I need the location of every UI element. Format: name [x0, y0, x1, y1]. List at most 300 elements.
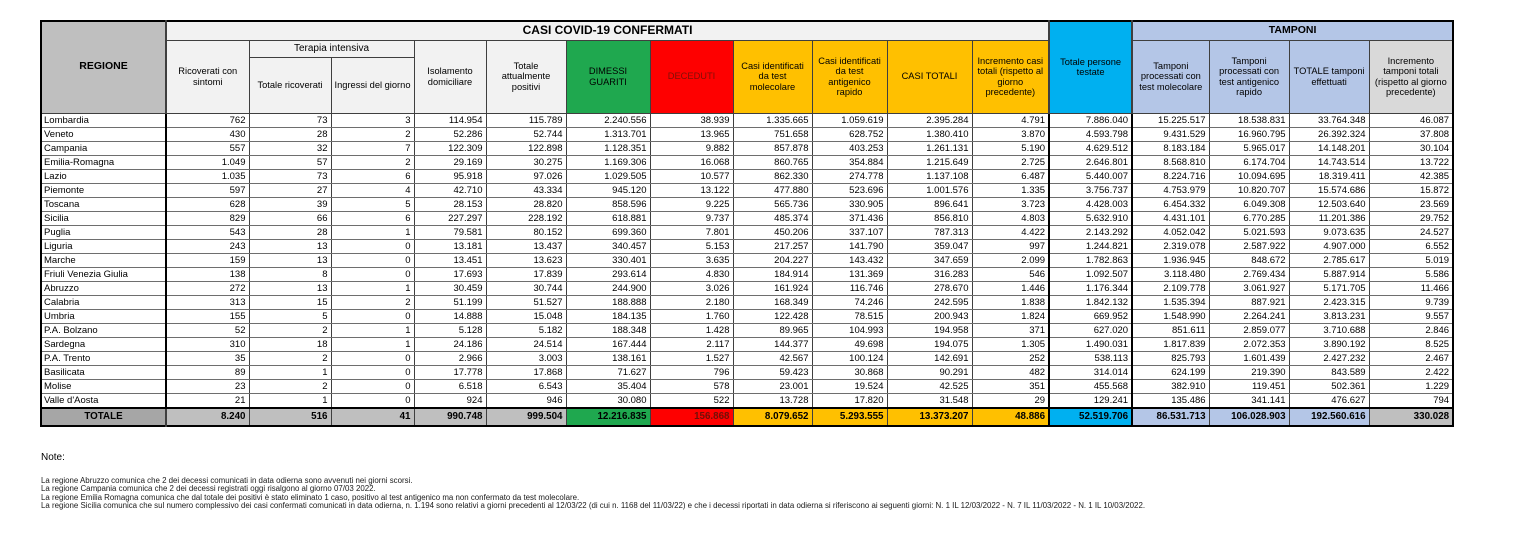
- totals-value: 516: [249, 408, 331, 426]
- value-cell: 337.107: [812, 225, 887, 239]
- value-cell: 243: [166, 239, 249, 253]
- table-row: [41, 197, 1453, 211]
- totals-value: 8.079.652: [733, 408, 812, 426]
- value-cell: 359.047: [887, 239, 972, 253]
- table-row: [41, 295, 1453, 309]
- region-cell: Emilia-Romagna: [41, 155, 166, 169]
- region-cell: Piemonte: [41, 183, 166, 197]
- value-cell: 522: [650, 393, 733, 408]
- value-cell: 242.595: [887, 295, 972, 309]
- header-terapia-intensiva: Terapia intensiva: [249, 40, 414, 57]
- value-cell: 73: [249, 113, 331, 127]
- value-cell: 3.061.927: [1209, 281, 1289, 295]
- value-cell: 14.148.201: [1289, 141, 1369, 155]
- totals-value: 12.216.835: [566, 408, 650, 426]
- value-cell: 2.109.778: [1132, 281, 1209, 295]
- totals-value: 86.531.713: [1132, 408, 1209, 426]
- value-cell: 4.907.000: [1289, 239, 1369, 253]
- value-cell: 26.392.324: [1289, 127, 1369, 141]
- value-cell: 155: [166, 309, 249, 323]
- value-cell: 2.966: [414, 351, 486, 365]
- value-cell: 23: [166, 379, 249, 393]
- value-cell: 538.113: [1049, 351, 1132, 365]
- value-cell: 9.225: [650, 197, 733, 211]
- value-cell: 924: [414, 393, 486, 408]
- value-cell: 16.960.795: [1209, 127, 1289, 141]
- table-row: [41, 253, 1453, 267]
- value-cell: 1: [331, 225, 414, 239]
- value-cell: 274.778: [812, 169, 887, 183]
- value-cell: 860.765: [733, 155, 812, 169]
- value-cell: 2.427.232: [1289, 351, 1369, 365]
- value-cell: 30.868: [812, 365, 887, 379]
- value-cell: 1.049: [166, 155, 249, 169]
- region-cell: Sicilia: [41, 211, 166, 225]
- value-cell: 14.888: [414, 309, 486, 323]
- value-cell: 18.538.831: [1209, 113, 1289, 127]
- value-cell: 3.710.688: [1289, 323, 1369, 337]
- value-cell: 0: [331, 393, 414, 408]
- value-cell: 29.169: [414, 155, 486, 169]
- region-cell: Sardegna: [41, 337, 166, 351]
- table-row: [41, 141, 1453, 155]
- value-cell: 39: [249, 197, 331, 211]
- value-cell: 97.026: [486, 169, 566, 183]
- value-cell: 8.568.810: [1132, 155, 1209, 169]
- value-cell: 2.422: [1369, 365, 1453, 379]
- value-cell: 997: [972, 239, 1049, 253]
- value-cell: 161.924: [733, 281, 812, 295]
- value-cell: 2.099: [972, 253, 1049, 267]
- value-cell: 6.454.332: [1132, 197, 1209, 211]
- value-cell: 9.431.529: [1132, 127, 1209, 141]
- totals-value: 8.240: [166, 408, 249, 426]
- value-cell: 5.190: [972, 141, 1049, 155]
- value-cell: 30.744: [486, 281, 566, 295]
- totals-value: 13.373.207: [887, 408, 972, 426]
- value-cell: 1: [331, 337, 414, 351]
- value-cell: 5.128: [414, 323, 486, 337]
- value-cell: 5.182: [486, 323, 566, 337]
- totals-value: 330.028: [1369, 408, 1453, 426]
- value-cell: 100.124: [812, 351, 887, 365]
- value-cell: 9.739: [1369, 295, 1453, 309]
- value-cell: 15.225.517: [1132, 113, 1209, 127]
- value-cell: 43.334: [486, 183, 566, 197]
- value-cell: 32: [249, 141, 331, 155]
- value-cell: 13: [249, 239, 331, 253]
- value-cell: 3.118.480: [1132, 267, 1209, 281]
- value-cell: 37.808: [1369, 127, 1453, 141]
- value-cell: 23.001: [733, 379, 812, 393]
- value-cell: 351: [972, 379, 1049, 393]
- value-cell: 30.275: [486, 155, 566, 169]
- value-cell: 52.744: [486, 127, 566, 141]
- value-cell: 1.760: [650, 309, 733, 323]
- value-cell: 2: [249, 379, 331, 393]
- value-cell: 73: [249, 169, 331, 183]
- value-cell: 2.467: [1369, 351, 1453, 365]
- header-casi-antigenico: Casi identificati da test antigenico rapido: [812, 40, 887, 113]
- value-cell: 1.548.990: [1132, 309, 1209, 323]
- value-cell: 143.432: [812, 253, 887, 267]
- value-cell: 19.524: [812, 379, 887, 393]
- value-cell: 293.614: [566, 267, 650, 281]
- value-cell: 13.623: [486, 253, 566, 267]
- table-row: [41, 225, 1453, 239]
- table-row: [41, 281, 1453, 295]
- region-cell: Abruzzo: [41, 281, 166, 295]
- value-cell: 787.313: [887, 225, 972, 239]
- value-cell: 28: [249, 225, 331, 239]
- value-cell: 2.785.617: [1289, 253, 1369, 267]
- totals-value: 5.293.555: [812, 408, 887, 426]
- value-cell: 9.737: [650, 211, 733, 225]
- totals-value: 999.504: [486, 408, 566, 426]
- header-attualmente-positivi: Totale attualmente positivi: [486, 40, 566, 113]
- value-cell: 7: [331, 141, 414, 155]
- value-cell: 5: [249, 309, 331, 323]
- value-cell: 1.428: [650, 323, 733, 337]
- value-cell: 762: [166, 113, 249, 127]
- value-cell: 829: [166, 211, 249, 225]
- totals-value: 48.886: [972, 408, 1049, 426]
- value-cell: 9.073.635: [1289, 225, 1369, 239]
- value-cell: 74.246: [812, 295, 887, 309]
- value-cell: 794: [1369, 393, 1453, 408]
- note-line: La regione Abruzzo comunica che 2 dei decessi comunicati in data odierna sono avvenuti nei giorni scorsi.: [41, 476, 413, 485]
- value-cell: 3.026: [650, 281, 733, 295]
- value-cell: 5.586: [1369, 267, 1453, 281]
- value-cell: 142.691: [887, 351, 972, 365]
- value-cell: 188.888: [566, 295, 650, 309]
- value-cell: 28.820: [486, 197, 566, 211]
- value-cell: 28: [249, 127, 331, 141]
- value-cell: 2.264.241: [1209, 309, 1289, 323]
- data-table: [40, 20, 1454, 427]
- totals-value: 52.519.706: [1049, 408, 1132, 426]
- value-cell: 3.890.192: [1289, 337, 1369, 351]
- value-cell: 316.283: [887, 267, 972, 281]
- value-cell: 252: [972, 351, 1049, 365]
- value-cell: 13.181: [414, 239, 486, 253]
- value-cell: 13.722: [1369, 155, 1453, 169]
- value-cell: 167.444: [566, 337, 650, 351]
- value-cell: 6.174.704: [1209, 155, 1289, 169]
- value-cell: 341.141: [1209, 393, 1289, 408]
- value-cell: 2.180: [650, 295, 733, 309]
- value-cell: 8.183.184: [1132, 141, 1209, 155]
- value-cell: 35: [166, 351, 249, 365]
- table-row: [41, 211, 1453, 225]
- value-cell: 2.240.556: [566, 113, 650, 127]
- value-cell: 5.171.705: [1289, 281, 1369, 295]
- value-cell: 1.313.701: [566, 127, 650, 141]
- value-cell: 138: [166, 267, 249, 281]
- value-cell: 200.943: [887, 309, 972, 323]
- value-cell: 7.886.040: [1049, 113, 1132, 127]
- table-row: [41, 393, 1453, 408]
- value-cell: 2.423.315: [1289, 295, 1369, 309]
- value-cell: 15.048: [486, 309, 566, 323]
- value-cell: 204.227: [733, 253, 812, 267]
- value-cell: 278.670: [887, 281, 972, 295]
- value-cell: 618.881: [566, 211, 650, 225]
- value-cell: 27: [249, 183, 331, 197]
- value-cell: 33.764.348: [1289, 113, 1369, 127]
- value-cell: 1: [249, 393, 331, 408]
- value-cell: 862.330: [733, 169, 812, 183]
- table-row: [41, 155, 1453, 169]
- value-cell: 0: [331, 267, 414, 281]
- value-cell: 4.791: [972, 113, 1049, 127]
- value-cell: 194.075: [887, 337, 972, 351]
- value-cell: 624.199: [1132, 365, 1209, 379]
- value-cell: 2: [331, 295, 414, 309]
- value-cell: 2: [249, 351, 331, 365]
- value-cell: 119.451: [1209, 379, 1289, 393]
- value-cell: 13.437: [486, 239, 566, 253]
- value-cell: 5.440.007: [1049, 169, 1132, 183]
- table-row: [41, 337, 1453, 351]
- region-cell: Marche: [41, 253, 166, 267]
- value-cell: 578: [650, 379, 733, 393]
- value-cell: 848.672: [1209, 253, 1289, 267]
- value-cell: 946: [486, 393, 566, 408]
- value-cell: 15.574.686: [1289, 183, 1369, 197]
- value-cell: 669.952: [1049, 309, 1132, 323]
- value-cell: 1.261.131: [887, 141, 972, 155]
- value-cell: 141.790: [812, 239, 887, 253]
- value-cell: 1.001.576: [887, 183, 972, 197]
- value-cell: 430: [166, 127, 249, 141]
- value-cell: 95.918: [414, 169, 486, 183]
- value-cell: 3.813.231: [1289, 309, 1369, 323]
- value-cell: 9.882: [650, 141, 733, 155]
- value-cell: 28.153: [414, 197, 486, 211]
- value-cell: 17.868: [486, 365, 566, 379]
- value-cell: 5.021.593: [1209, 225, 1289, 239]
- value-cell: 455.568: [1049, 379, 1132, 393]
- value-cell: 24.514: [486, 337, 566, 351]
- value-cell: 4.830: [650, 267, 733, 281]
- region-cell: Valle d'Aosta: [41, 393, 166, 408]
- value-cell: 4.431.101: [1132, 211, 1209, 225]
- value-cell: 887.921: [1209, 295, 1289, 309]
- header-incremento-tamponi: Incremento tamponi totali (rispetto al giorno precedente): [1369, 40, 1453, 113]
- value-cell: 144.377: [733, 337, 812, 351]
- value-cell: 2.117: [650, 337, 733, 351]
- value-cell: 482: [972, 365, 1049, 379]
- region-cell: Liguria: [41, 239, 166, 253]
- value-cell: 10.577: [650, 169, 733, 183]
- value-cell: 52: [166, 323, 249, 337]
- value-cell: 6.543: [486, 379, 566, 393]
- value-cell: 557: [166, 141, 249, 155]
- header-band-row: [41, 21, 1453, 40]
- value-cell: 0: [331, 379, 414, 393]
- value-cell: 1.305: [972, 337, 1049, 351]
- value-cell: 1.229: [1369, 379, 1453, 393]
- value-cell: 2.846: [1369, 323, 1453, 337]
- note-line: La regione Campania comunica che 2 dei decessi registrati oggi risalgono al giorno 07/03 2022.: [41, 484, 376, 494]
- value-cell: 18: [249, 337, 331, 351]
- value-cell: 24.186: [414, 337, 486, 351]
- value-cell: 2: [249, 323, 331, 337]
- value-cell: 843.589: [1289, 365, 1369, 379]
- table-row: [41, 267, 1453, 281]
- value-cell: 546: [972, 267, 1049, 281]
- value-cell: 5.632.910: [1049, 211, 1132, 225]
- value-cell: 10.820.707: [1209, 183, 1289, 197]
- value-cell: 856.810: [887, 211, 972, 225]
- value-cell: 14.743.514: [1289, 155, 1369, 169]
- value-cell: 9.557: [1369, 309, 1453, 323]
- value-cell: 330.905: [812, 197, 887, 211]
- table-row: [41, 309, 1453, 323]
- totals-value: 106.028.903: [1209, 408, 1289, 426]
- value-cell: 627.020: [1049, 323, 1132, 337]
- value-cell: 122.898: [486, 141, 566, 155]
- value-cell: 3.870: [972, 127, 1049, 141]
- value-cell: 13.965: [650, 127, 733, 141]
- value-cell: 0: [331, 239, 414, 253]
- table-row: [41, 127, 1453, 141]
- value-cell: 217.257: [733, 239, 812, 253]
- table-row: [41, 239, 1453, 253]
- value-cell: 1.137.108: [887, 169, 972, 183]
- notes-section: [41, 452, 1145, 510]
- value-cell: 354.884: [812, 155, 887, 169]
- value-cell: 116.746: [812, 281, 887, 295]
- value-cell: 2.646.801: [1049, 155, 1132, 169]
- value-cell: 35.404: [566, 379, 650, 393]
- value-cell: 29.752: [1369, 211, 1453, 225]
- value-cell: 4: [331, 183, 414, 197]
- value-cell: 131.369: [812, 267, 887, 281]
- value-cell: 228.192: [486, 211, 566, 225]
- value-cell: 71.627: [566, 365, 650, 379]
- region-cell: Campania: [41, 141, 166, 155]
- value-cell: 4.052.042: [1132, 225, 1209, 239]
- value-cell: 796: [650, 365, 733, 379]
- value-cell: 168.349: [733, 295, 812, 309]
- value-cell: 31.548: [887, 393, 972, 408]
- value-cell: 1.838: [972, 295, 1049, 309]
- value-cell: 1.535.394: [1132, 295, 1209, 309]
- value-cell: 1: [331, 323, 414, 337]
- value-cell: 523.696: [812, 183, 887, 197]
- totals-value: 990.748: [414, 408, 486, 426]
- value-cell: 858.596: [566, 197, 650, 211]
- value-cell: 2: [331, 127, 414, 141]
- value-cell: 330.401: [566, 253, 650, 267]
- value-cell: 13.451: [414, 253, 486, 267]
- note-line: La regione Emilia Romagna comunica che dal totale dei positivi è stato eliminato 1 caso, positivo al test antigenico ma non confermato da test molecolare.: [41, 492, 580, 502]
- header-casi-molecolare: Casi identificati da test molecolare: [733, 40, 812, 113]
- value-cell: 1.824: [972, 309, 1049, 323]
- value-cell: 347.659: [887, 253, 972, 267]
- value-cell: 244.900: [566, 281, 650, 295]
- value-cell: 3.003: [486, 351, 566, 365]
- value-cell: 13: [249, 281, 331, 295]
- value-cell: 52.286: [414, 127, 486, 141]
- value-cell: 89: [166, 365, 249, 379]
- region-cell: Puglia: [41, 225, 166, 239]
- value-cell: 2.769.434: [1209, 267, 1289, 281]
- value-cell: 5: [331, 197, 414, 211]
- value-cell: 1.335.665: [733, 113, 812, 127]
- value-cell: 6: [331, 169, 414, 183]
- header-tamponi-totale: TOTALE tamponi effettuati: [1289, 40, 1369, 113]
- value-cell: 42.525: [887, 379, 972, 393]
- value-cell: 8.224.716: [1132, 169, 1209, 183]
- value-cell: 17.820: [812, 393, 887, 408]
- value-cell: 313: [166, 295, 249, 309]
- value-cell: 1.215.649: [887, 155, 972, 169]
- region-cell: Molise: [41, 379, 166, 393]
- value-cell: 1.527: [650, 351, 733, 365]
- value-cell: 21: [166, 393, 249, 408]
- value-cell: 2.587.922: [1209, 239, 1289, 253]
- value-cell: 51.527: [486, 295, 566, 309]
- value-cell: 115.789: [486, 113, 566, 127]
- value-cell: 11.201.386: [1289, 211, 1369, 225]
- value-cell: 135.486: [1132, 393, 1209, 408]
- covid-report-table: [40, 20, 1454, 427]
- value-cell: 314.014: [1049, 365, 1132, 379]
- value-cell: 699.360: [566, 225, 650, 239]
- header-row-2: [41, 40, 1453, 57]
- region-cell: Friuli Venezia Giulia: [41, 267, 166, 281]
- value-cell: 80.152: [486, 225, 566, 239]
- value-cell: 122.428: [733, 309, 812, 323]
- region-cell: Basilicata: [41, 365, 166, 379]
- header-casi-totali: CASI TOTALI: [887, 40, 972, 113]
- value-cell: 16.068: [650, 155, 733, 169]
- value-cell: 1.842.132: [1049, 295, 1132, 309]
- value-cell: 1.817.839: [1132, 337, 1209, 351]
- value-cell: 10.094.695: [1209, 169, 1289, 183]
- table-body: [41, 113, 1453, 408]
- value-cell: 1.092.507: [1049, 267, 1132, 281]
- value-cell: 38.939: [650, 113, 733, 127]
- table-row: [41, 169, 1453, 183]
- value-cell: 15.872: [1369, 183, 1453, 197]
- value-cell: 2.859.077: [1209, 323, 1289, 337]
- value-cell: 12.503.640: [1289, 197, 1369, 211]
- value-cell: 628.752: [812, 127, 887, 141]
- value-cell: 57: [249, 155, 331, 169]
- value-cell: 1.446: [972, 281, 1049, 295]
- value-cell: 129.241: [1049, 393, 1132, 408]
- value-cell: 138.161: [566, 351, 650, 365]
- notes-title: Note:: [41, 452, 65, 463]
- value-cell: 2: [331, 155, 414, 169]
- header-persone-testate: Totale persone testate: [1049, 21, 1132, 113]
- value-cell: 42.567: [733, 351, 812, 365]
- value-cell: 11.466: [1369, 281, 1453, 295]
- value-cell: 6.049.308: [1209, 197, 1289, 211]
- value-cell: 8.525: [1369, 337, 1453, 351]
- value-cell: 42.710: [414, 183, 486, 197]
- header-deceduti: DECEDUTI: [650, 40, 733, 113]
- header-ricoverati: Ricoverati con sintomi: [166, 40, 249, 113]
- value-cell: 1.490.031: [1049, 337, 1132, 351]
- value-cell: 13.728: [733, 393, 812, 408]
- value-cell: 6.552: [1369, 239, 1453, 253]
- value-cell: 403.253: [812, 141, 887, 155]
